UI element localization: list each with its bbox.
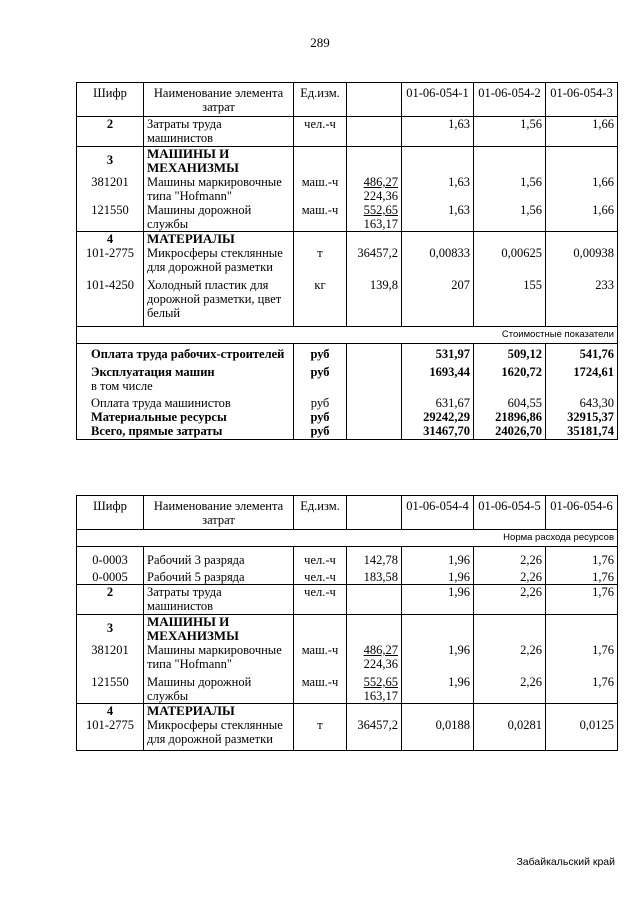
section-label: Норма расхода ресурсов: [77, 530, 618, 547]
cost-unit: руб: [294, 393, 347, 410]
row-price: 486,27 224,36: [347, 175, 402, 203]
cost-value-3: 32915,37: [546, 410, 618, 424]
row-name: Микросферы стеклянные для дорожной разметки: [144, 246, 294, 278]
page-number: 289: [310, 35, 330, 50]
header-unit: Ед.изм.: [294, 83, 347, 117]
cost-value-2: 604,55: [474, 393, 546, 410]
section-label-row: [77, 326, 618, 343]
row-value-1: 1,96: [402, 567, 474, 585]
header-col-3: 01-06-054-6: [546, 496, 618, 530]
header-col-1: 01-06-054-4: [402, 496, 474, 530]
row-value-3: 0,0125: [546, 718, 618, 750]
row-name: МАШИНЫ И МЕХАНИЗМЫ: [144, 147, 294, 176]
row-name: Микросферы стеклянные для дорожной разметки: [144, 718, 294, 750]
row-code: 3: [77, 147, 144, 176]
row-value-2: 1,56: [474, 117, 546, 147]
row-value-3: 233: [546, 278, 618, 326]
header-col-2: 01-06-054-2: [474, 83, 546, 117]
row-value-1: 0,00833: [402, 246, 474, 278]
row-name: Рабочий 5 разряда: [144, 567, 294, 585]
estimate-table-2: [76, 495, 618, 751]
section-label: Стоимостные показатели: [77, 326, 618, 343]
row-value-2: 1,56: [474, 175, 546, 203]
row-price: 139,8: [347, 278, 402, 326]
row-value-1: 1,63: [402, 175, 474, 203]
cost-value-3: 1724,61: [546, 361, 618, 393]
row-value-3: 1,76: [546, 671, 618, 704]
header-col-3: 01-06-054-3: [546, 83, 618, 117]
header-unit: Ед.изм.: [294, 496, 347, 530]
row-name: Затраты труда машинистов: [144, 117, 294, 147]
cost-name: Оплата труда рабочих-строителей: [77, 343, 294, 361]
row-value-1: 0,0188: [402, 718, 474, 750]
cost-value-1: 29242,29: [402, 410, 474, 424]
row-unit: маш.-ч: [294, 671, 347, 704]
cost-value-2: 21896,86: [474, 410, 546, 424]
header-name: Наименование элемента затрат: [144, 496, 294, 530]
row-unit: маш.-ч: [294, 203, 347, 232]
row-price: [347, 117, 402, 147]
row-name: Рабочий 3 разряда: [144, 547, 294, 568]
row-value-3: 1,76: [546, 643, 618, 671]
row-value-2: 0,0281: [474, 718, 546, 750]
table-row: [77, 232, 618, 247]
row-value-1: 1,63: [402, 203, 474, 232]
row-price: 486,27 224,36: [347, 643, 402, 671]
row-value-1: 1,96: [402, 643, 474, 671]
row-value-3: 1,76: [546, 567, 618, 585]
cost-unit: руб: [294, 343, 347, 361]
row-value-1: 207: [402, 278, 474, 326]
row-unit: чел.-ч: [294, 547, 347, 568]
row-name: Машины маркировочные типа "Hofmann": [144, 643, 294, 671]
row-code: 121550: [77, 203, 144, 232]
cost-value-1: 1693,44: [402, 361, 474, 393]
row-name: Машины маркировочные типа "Hofmann": [144, 175, 294, 203]
table-row: [77, 175, 618, 203]
cost-row: [77, 361, 618, 393]
table-row: [77, 615, 618, 644]
cost-value-1: 531,97: [402, 343, 474, 361]
header-code: Шифр: [77, 83, 144, 117]
row-price: 552,65 163,17: [347, 203, 402, 232]
cost-unit: руб: [294, 424, 347, 440]
cost-name: Материальные ресурсы: [77, 410, 294, 424]
table-row: [77, 203, 618, 232]
row-value-3: 1,66: [546, 117, 618, 147]
header-col-1: 01-06-054-1: [402, 83, 474, 117]
row-name: Машины дорожной службы: [144, 203, 294, 232]
header-name: Наименование элемента затрат: [144, 83, 294, 117]
table-row: [77, 643, 618, 671]
row-code: 101-4250: [77, 278, 144, 326]
row-value-1: 1,63: [402, 117, 474, 147]
row-name: Машины дорожной службы: [144, 671, 294, 704]
cost-value-1: 631,67: [402, 393, 474, 410]
table-row: [77, 585, 618, 615]
row-unit: т: [294, 718, 347, 750]
row-code: 3: [77, 615, 144, 644]
row-unit: т: [294, 246, 347, 278]
row-code: 4: [77, 704, 144, 719]
header-price: [347, 496, 402, 530]
row-unit: маш.-ч: [294, 643, 347, 671]
row-value-2: 1,56: [474, 203, 546, 232]
estimate-table-1: [76, 82, 618, 440]
table-row: [77, 671, 618, 704]
cost-row: [77, 393, 618, 410]
row-value-2: 2,26: [474, 643, 546, 671]
cost-value-3: 643,30: [546, 393, 618, 410]
row-code: 2: [77, 117, 144, 147]
row-value-2: 2,26: [474, 567, 546, 585]
row-unit: чел.-ч: [294, 567, 347, 585]
row-value-2: 2,26: [474, 585, 546, 615]
table-row: [77, 278, 618, 326]
row-price: 142,78: [347, 547, 402, 568]
table-row: [77, 246, 618, 278]
row-value-2: 2,26: [474, 671, 546, 704]
cost-row: [77, 410, 618, 424]
cost-value-1: 31467,70: [402, 424, 474, 440]
table-row: [77, 567, 618, 585]
row-unit: чел.-ч: [294, 585, 347, 615]
row-price: 36457,2: [347, 246, 402, 278]
row-value-2: 0,00625: [474, 246, 546, 278]
row-name: Затраты труда машинистов: [144, 585, 294, 615]
row-price: [347, 585, 402, 615]
row-unit: кг: [294, 278, 347, 326]
cost-unit: руб: [294, 361, 347, 393]
row-unit: чел.-ч: [294, 117, 347, 147]
row-value-3: 1,66: [546, 203, 618, 232]
cost-row: [77, 343, 618, 361]
row-value-1: 1,96: [402, 547, 474, 568]
row-unit: маш.-ч: [294, 175, 347, 203]
row-price: 183,58: [347, 567, 402, 585]
region-footer: Забайкальский край: [516, 856, 615, 868]
row-value-3: 1,76: [546, 585, 618, 615]
row-value-1: 1,96: [402, 671, 474, 704]
row-value-3: 1,76: [546, 547, 618, 568]
cost-value-2: 509,12: [474, 343, 546, 361]
row-code: 4: [77, 232, 144, 247]
section-label-row: [77, 530, 618, 547]
row-value-3: 1,66: [546, 175, 618, 203]
header-col-2: 01-06-054-5: [474, 496, 546, 530]
row-value-1: 1,96: [402, 585, 474, 615]
table-header-row: [77, 496, 618, 530]
cost-value-3: 35181,74: [546, 424, 618, 440]
cost-name: Оплата труда машинистов: [77, 393, 294, 410]
table-row: [77, 117, 618, 147]
row-name: МАШИНЫ И МЕХАНИЗМЫ: [144, 615, 294, 644]
table-row: [77, 147, 618, 176]
cost-value-2: 1620,72: [474, 361, 546, 393]
row-code: 0-0003: [77, 547, 144, 568]
row-value-2: 155: [474, 278, 546, 326]
cost-name: Всего, прямые затраты: [77, 424, 294, 440]
row-code: 101-2775: [77, 718, 144, 750]
row-code: 0-0005: [77, 567, 144, 585]
row-code: 2: [77, 585, 144, 615]
table-row: [77, 547, 618, 568]
row-code: 101-2775: [77, 246, 144, 278]
cost-value-3: 541,76: [546, 343, 618, 361]
row-code: 381201: [77, 643, 144, 671]
row-value-2: 2,26: [474, 547, 546, 568]
cost-value-2: 24026,70: [474, 424, 546, 440]
row-name: МАТЕРИАЛЫ: [144, 704, 294, 719]
row-price: 552,65 163,17: [347, 671, 402, 704]
cost-name: Эксплуатация машин в том числе: [77, 361, 294, 393]
table-row: [77, 704, 618, 719]
row-code: 381201: [77, 175, 144, 203]
header-price: [347, 83, 402, 117]
table-header-row: [77, 83, 618, 117]
row-name: МАТЕРИАЛЫ: [144, 232, 294, 247]
cost-unit: руб: [294, 410, 347, 424]
cost-row: [77, 424, 618, 440]
row-code: 121550: [77, 671, 144, 704]
row-name: Холодный пластик для дорожной разметки, цвет белый: [144, 278, 294, 326]
header-code: Шифр: [77, 496, 144, 530]
table-row: [77, 718, 618, 750]
row-price: 36457,2: [347, 718, 402, 750]
row-value-3: 0,00938: [546, 246, 618, 278]
